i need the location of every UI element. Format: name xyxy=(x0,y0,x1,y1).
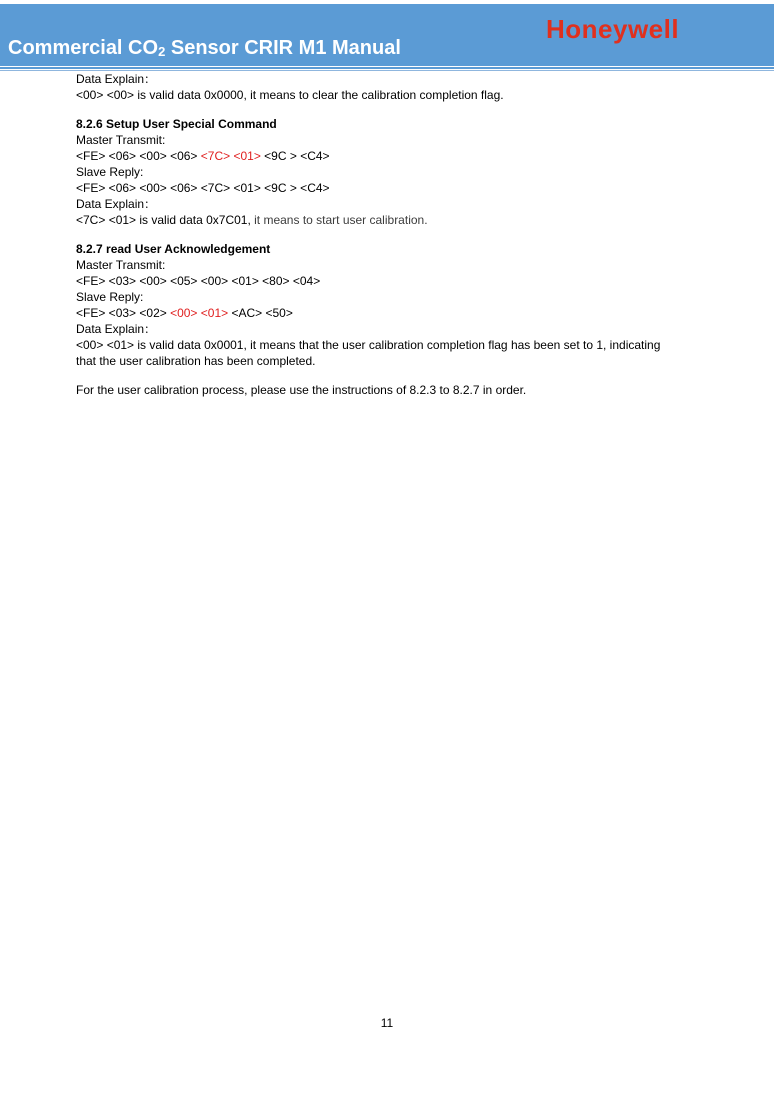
master-transmit-command: <FE> <06> <00> <06> <7C> <01> <9C > <C4> xyxy=(76,149,330,163)
data-explain-text: <7C> <01> is valid data 0x7C01, it means to start user calibration. xyxy=(76,213,428,227)
page-content xyxy=(76,71,726,398)
master-transmit-label: Master Transmit: xyxy=(76,258,166,272)
master-transmit-label: Master Transmit: xyxy=(76,133,166,147)
honeywell-logo: Honeywell xyxy=(546,14,680,44)
section-heading-8-2-6: 8.2.6 Setup User Special Command xyxy=(76,117,277,131)
data-explain-label: Data Explain： xyxy=(76,197,157,211)
data-explain-text-continued: that the user calibration has been completed. xyxy=(76,354,316,368)
highlighted-data: <00> <01> xyxy=(170,306,229,320)
header-divider xyxy=(0,67,774,69)
document-title: Commercial $CO_2$ Sensor CRIR M1 Manual xyxy=(8,37,401,59)
data-explain-text: <00> <00> is valid data 0x0000, it means to clear the calibration completion flag. xyxy=(76,88,504,102)
slave-reply-command: <FE> <06> <00> <06> <7C> <01> <9C > <C4> xyxy=(76,181,330,195)
page-number: 11 xyxy=(380,1016,394,1030)
master-transmit-command: <FE> <03> <00> <05> <00> <01> <80> <04> xyxy=(76,274,321,288)
data-explain-text: <00> <01> is valid data 0x0001, it means that the user calibration completion flag has been set to 1, indicating xyxy=(76,338,661,352)
section-heading-8-2-7: 8.2.7 read User Acknowledgement xyxy=(76,242,271,256)
data-explain-label: Data Explain： xyxy=(76,72,157,86)
slave-reply-command: <FE> <03> <02> <00> <01> <AC> <50> xyxy=(76,306,293,320)
highlighted-data: <7C> <01> xyxy=(200,149,261,163)
data-explain-label: Data Explain： xyxy=(76,322,157,336)
header-bar xyxy=(0,4,774,66)
slave-reply-label: Slave Reply: xyxy=(76,290,144,304)
slave-reply-label: Slave Reply: xyxy=(76,165,144,179)
calibration-process-note: For the user calibration process, please use the instructions of 8.2.3 to 8.2.7 in order. xyxy=(76,383,527,397)
